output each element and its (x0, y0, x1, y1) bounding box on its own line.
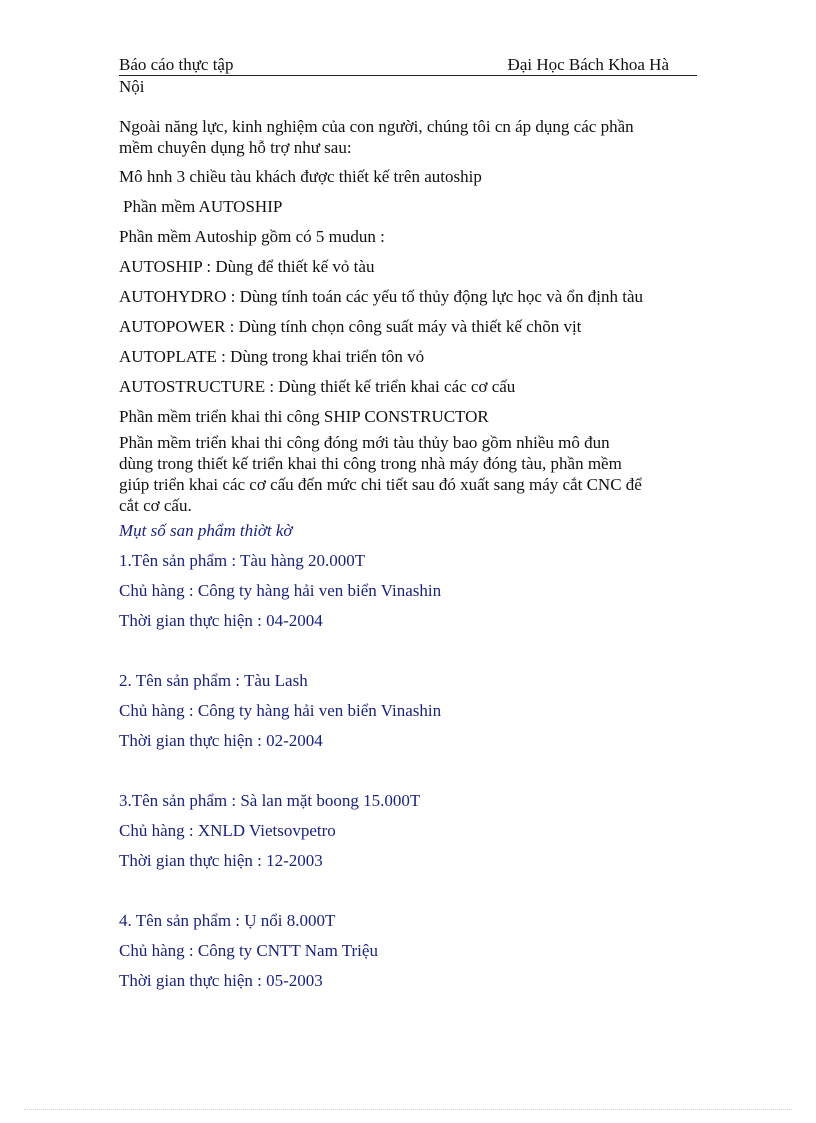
text-line: AUTOHYDRO : Dùng tính toán các yếu tố thủy động lực học và ổn định tàu (119, 287, 644, 306)
product-owner: Chủ hàng : XNLD Vietsovpetro (119, 821, 336, 840)
text-line: AUTOSTRUCTURE : Dùng thiết kế triển khai các cơ cấu (119, 377, 516, 396)
text-line: AUTOPOWER : Dùng tính chọn công suất máy và thiết kế chõn vịt (119, 317, 582, 336)
product-owner: Chủ hàng : Công ty hàng hải ven biển Vinashin (119, 581, 442, 600)
paragraph-line: giúp triển khai các cơ cấu đến mức chi tiết sau đó xuất sang máy cắt CNC để (119, 475, 642, 494)
page-bottom-divider (24, 1109, 792, 1110)
product-entry (119, 906, 699, 996)
product-entry (119, 546, 699, 636)
constructor-paragraph (119, 432, 699, 516)
document-body (119, 116, 699, 996)
product-entry (119, 666, 699, 756)
header-right-title: Đại Học Bách Khoa Hà (507, 55, 669, 74)
intro-paragraph (119, 116, 699, 158)
paragraph-line: dùng trong thiết kế triển khai thi công trong nhà máy đóng tàu, phần mềm (119, 454, 622, 473)
intro-line: mềm chuyên dụng hỗ trợ như sau: (119, 138, 352, 157)
text-line: Phần mềm Autoship gồm có 5 mudun : (119, 227, 385, 246)
paragraph-line: cắt cơ cấu. (119, 496, 192, 515)
product-entry (119, 786, 699, 876)
paragraph-line: Phần mềm triển khai thi công đóng mới tàu thủy bao gồm nhiều mô đun (119, 433, 610, 452)
header-left-title: Báo cáo thực tập (119, 55, 234, 74)
product-time: Thời gian thực hiện : 02-2004 (119, 731, 323, 750)
product-owner: Chủ hàng : Công ty hàng hải ven biển Vinashin (119, 701, 442, 720)
products-heading: Mụt số san phẩm thiờt kờ (119, 521, 293, 540)
product-time: Thời gian thực hiện : 04-2004 (119, 611, 323, 630)
product-owner: Chủ hàng : Công ty CNTT Nam Triệu (119, 941, 378, 960)
product-name: 2. Tên sản phẩm : Tàu Lash (119, 671, 308, 690)
product-name: 1.Tên sản phẩm : Tàu hàng 20.000T (119, 551, 366, 570)
page-header (119, 55, 697, 76)
product-name: 3.Tên sản phẩm : Sà lan mặt boong 15.000T (119, 791, 421, 810)
product-time: Thời gian thực hiện : 12-2003 (119, 851, 323, 870)
text-line: Phần mềm triển khai thi công SHIP CONSTRUCTOR (119, 407, 489, 426)
header-continuation: Nội (119, 77, 145, 96)
text-line: Phần mềm AUTOSHIP (123, 197, 283, 216)
text-line: Mô hnh 3 chiều tàu khách được thiết kế trên autoship (119, 167, 482, 186)
product-time: Thời gian thực hiện : 05-2003 (119, 971, 323, 990)
product-list (119, 546, 699, 996)
text-line: AUTOSHIP : Dùng để thiết kế vỏ tàu (119, 257, 375, 276)
product-name: 4. Tên sản phẩm : Ụ nổi 8.000T (119, 911, 336, 930)
text-line: AUTOPLATE : Dùng trong khai triển tôn vỏ (119, 347, 425, 366)
intro-line: Ngoài năng lực, kinh nghiệm của con người, chúng tôi cn áp dụng các phần (119, 117, 634, 136)
